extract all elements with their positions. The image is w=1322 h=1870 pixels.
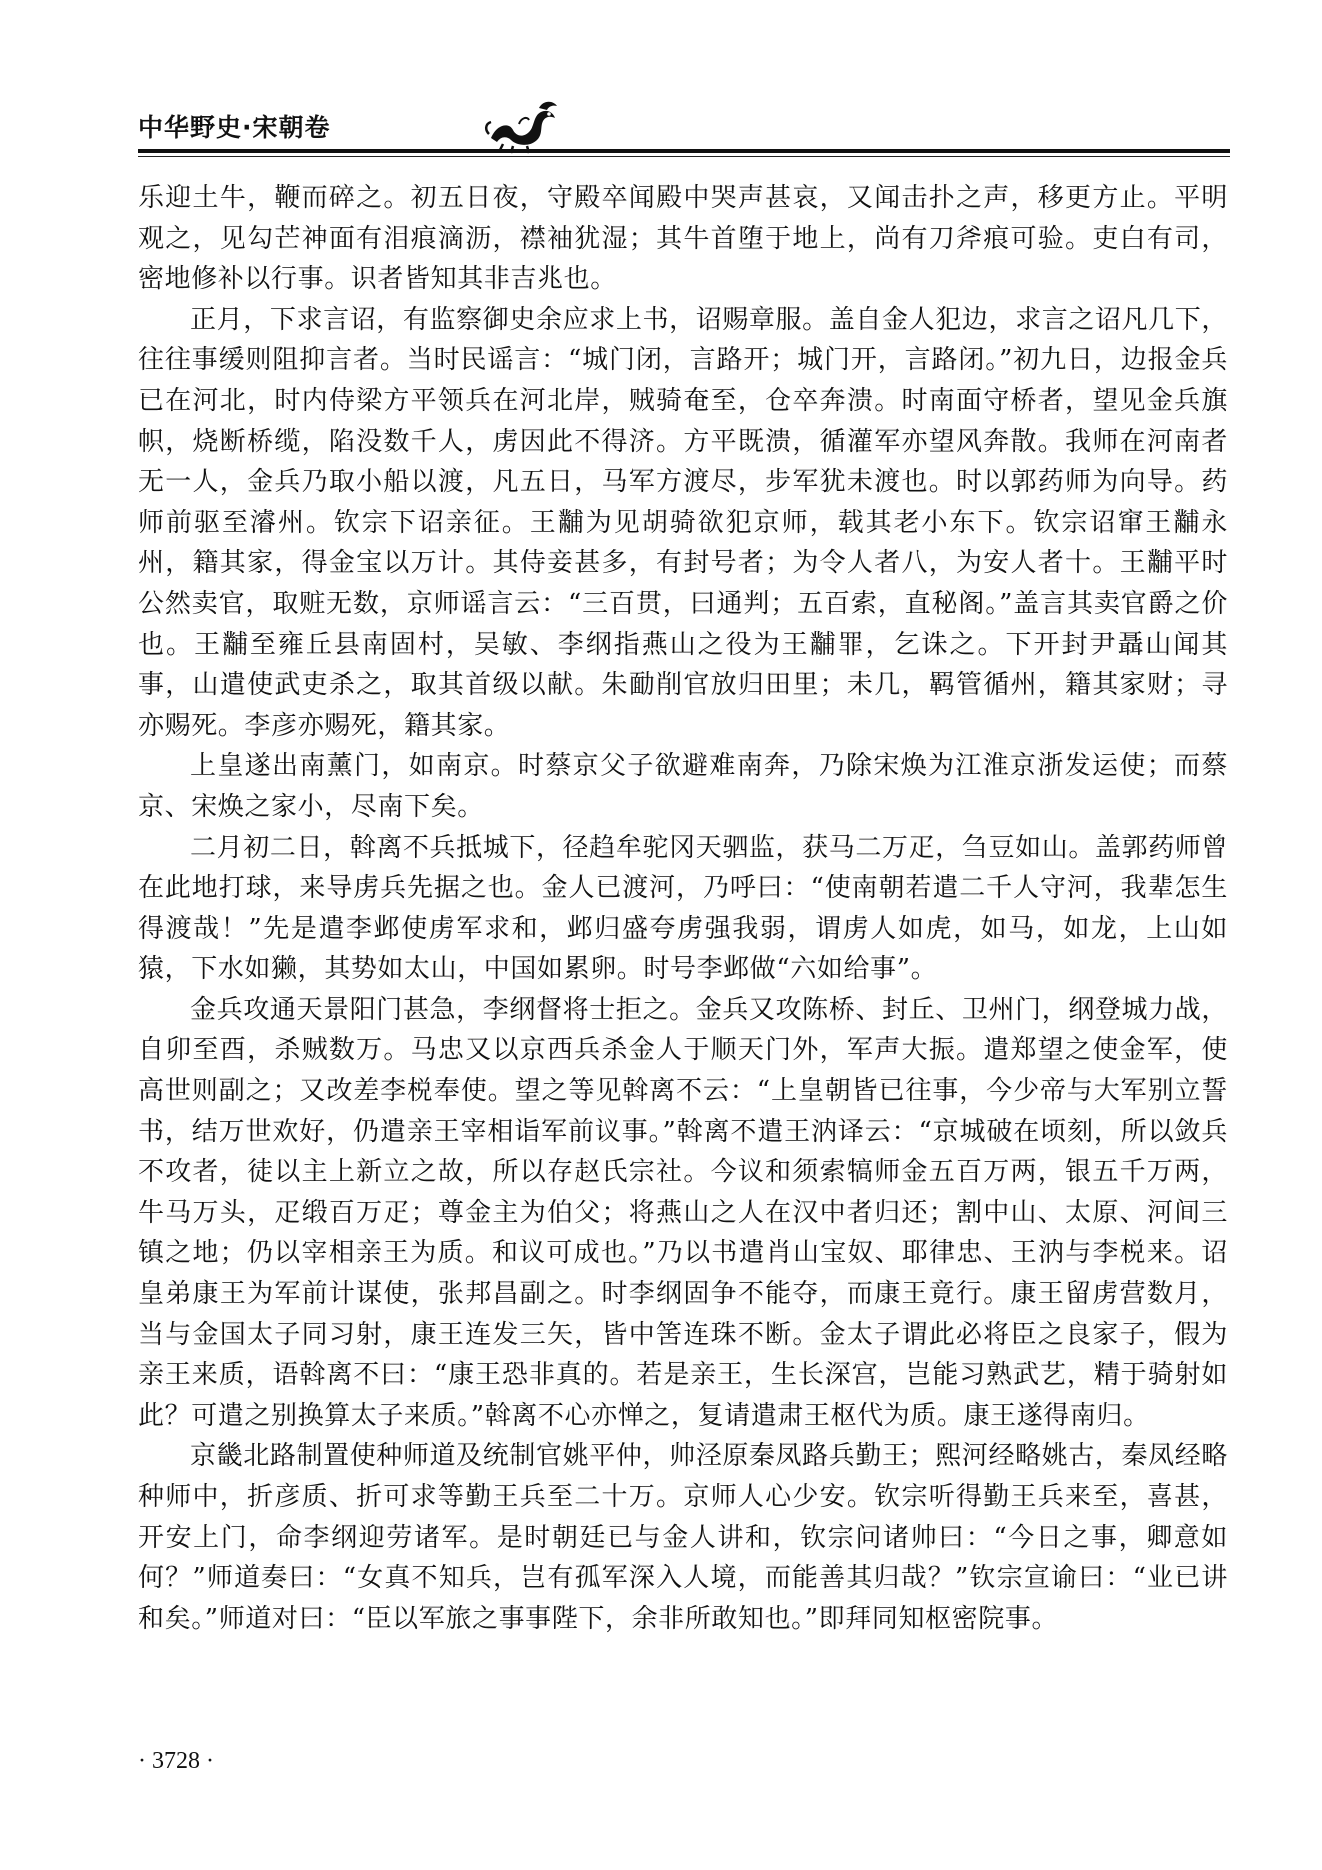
header-rule-thin <box>138 156 1230 157</box>
main-text <box>138 178 1228 1639</box>
paragraph: 二月初二日，斡离不兵抵城下，径趋牟驼冈天驷监，获马二万疋，刍豆如山。盖郭药师曾在此地打球，来导虏兵先据之也。金人已渡河，乃呼曰：“使南朝若遣二千人守河，我辈怎生得渡哉！”先是遣李邺使虏军求和，邺归盛夸虏强我弱，谓虏人如虎，如马，如龙，上山如猿，下水如獭，其势如太山，中国如累卵。时号李邺做“六如给事”。 <box>138 832 1228 985</box>
paragraph: 正月，下求言诏，有监察御史余应求上书，诏赐章服。盖自金人犯边，求言之诏凡几下，往往事缓则阻抑言者。当时民谣言：“城门闭，言路开；城门开，言路闭。”初九日，边报金兵已在河北，时内侍梁方平领兵在河北岸，贼骑奄至，仓卒奔溃。时南面守桥者，望见金兵旗帜，烧断桥缆，陷没数千人，虏因此不得济。方平既溃，循灌军亦望风奔散。我师在河南者无一人，金兵乃取小船以渡，凡五日，马军方渡尽，步军犹未渡也。时以郭药师为向导。药师前驱至濬州。钦宗下诏亲征。王黼为见胡骑欲犯京师，载其老小东下。钦宗诏窜王黼永州，籍其家，得金宝以万计。其侍妾甚多，有封号者；为令人者八，为安人者十。王黼平时公然卖官，取赃无数，京师谣言云：“三百贯，曰通判；五百索，直秘阁。”盖言其卖官爵之价也。王黼至雍丘县南固村，吴敏、李纲指燕山之役为王黼罪，乞诛之。下开封尹聶山闻其事，山遣使武吏杀之，取其首级以献。朱勔削官放归田里；未几，羁管循州，籍其家财；寻亦赐死。李彦亦赐死，籍其家。 <box>138 304 1228 741</box>
paragraph: 乐迎土牛，鞭而碎之。初五日夜，守殿卒闻殿中哭声甚哀，又闻击扑之声，移更方止。平明观之，见勾芒神面有泪痕滴沥，襟袖犹湿；其牛首堕于地上，尚有刀斧痕可验。吏白有司，密地修补以行事。识者皆知其非吉兆也。 <box>138 183 1228 295</box>
header-rule <box>138 149 1230 153</box>
paragraph: 京畿北路制置使种师道及统制官姚平仲，帅泾原秦凤路兵勤王；熙河经略姚古，秦凤经略种师中，折彦质、折可求等勤王兵至二十万。京师人心少安。钦宗听得勤王兵来至，喜甚，开安上门，命李纲迎劳诸军。是时朝廷已与金人讲和，钦宗问诸帅曰：“今日之事，卿意如何？”师道奏曰：“女真不知兵，岂有孤军深入人境，而能善其归哉？”钦宗宣谕曰：“业已讲和矣。”师道对曰：“臣以军旅之事事陛下，余非所敢知也。”即拜同知枢密院事。 <box>138 1441 1228 1634</box>
page-number: · 3728 · <box>138 1748 214 1774</box>
paragraph: 金兵攻通天景阳门甚急，李纲督将士拒之。金兵又攻陈桥、封丘、卫州门，纲登城力战，自卯至酉，杀贼数万。马忠又以京西兵杀金人于顺天门外，军声大振。遣郑望之使金军，使高世则副之；又改差李棁奉使。望之等见斡离不云：“上皇朝皆已往事，今少帝与大军别立誓书，结万世欢好，仍遣亲王宰相诣军前议事。”斡离不遣王汭译云：“京城破在顷刻，所以敛兵不攻者，徒以主上新立之故，所以存赵氏宗社。今议和须索犒师金五百万两，银五千万两，牛马万头，疋缎百万疋；尊金主为伯父；将燕山之人在汉中者归还；割中山、太原、河间三镇之地；仍以宰相亲王为质。和议可成也。”乃以书遣肖山宝奴、耶律忠、王汭与李棁来。诏皇弟康王为军前计谋使，张邦昌副之。时李纲固争不能夺，而康王竟行。康王留虏营数月，当与金国太子同习射，康王连发三矢，皆中筈连珠不断。金太子谓此必将臣之良家子，假为亲王来质，语斡离不曰：“康王恐非真的。若是亲王，生长深宫，岂能习熟武艺，精于骑射如此？可遣之别换算太子来质。”斡离不心亦惮之，复请遣肃王枢代为质。康王遂得南归。 <box>138 994 1228 1431</box>
running-title: 中华野史·宋朝卷 <box>138 113 331 142</box>
dragon-icon <box>483 94 563 154</box>
paragraph: 上皇遂出南薰门，如南京。时蔡京父子欲避难南奔，乃除宋焕为江淮京浙发运使；而蔡京、宋焕之家小，尽南下矣。 <box>138 751 1228 822</box>
